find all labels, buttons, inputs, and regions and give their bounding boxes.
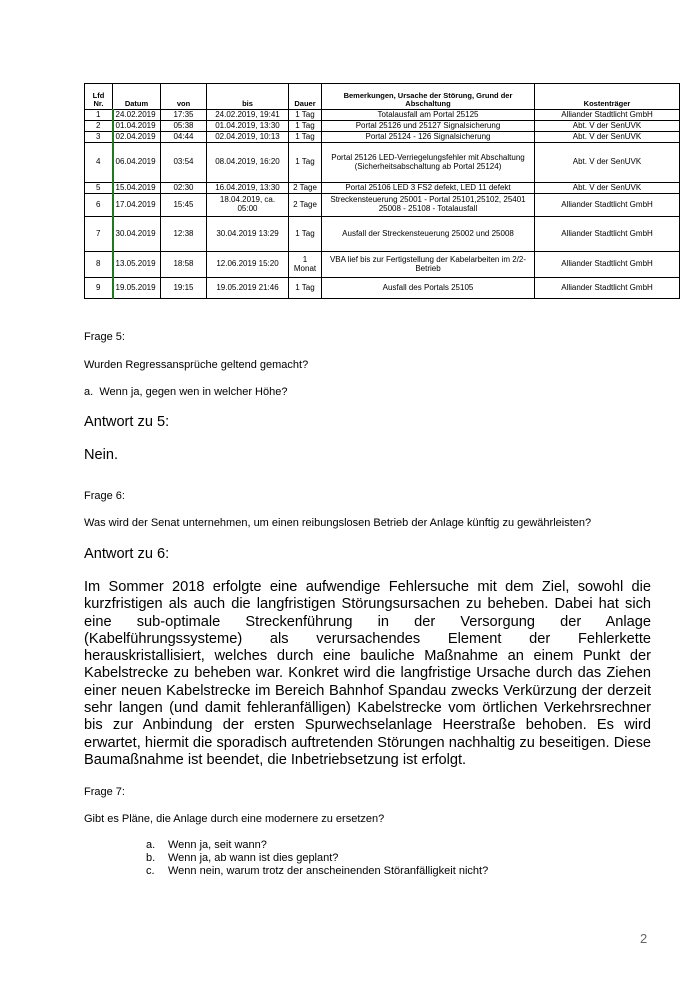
cell-dauer: 1 Tag	[289, 217, 322, 252]
cell-von: 19:15	[161, 278, 207, 299]
cell-bemerkung: Portal 25126 LED-Verriegelungsfehler mit Abschaltung (Sicherheitsabschaltung ab Portal 25124)	[322, 143, 535, 183]
antwort6-text: Im Sommer 2018 erfolgte eine aufwendige Fehlersuche mit dem Ziel, sowohl die kurzfristigen als auch die langfristigen Störungsursachen zu beheben. Dabei hat sich eine sub-optimale Streckenführung in der Versorgung der Anlage (Kabelführungssysteme) als verursachendes Element der Fehlerkette herauskristallisiert, welches durch eine bauliche Maßnahme an einem Punkt der Kabelstrecke zu beheben war. Konkret wird die langfristige Ursache durch das Ziehen einer neuen Kabelstrecke im Bereich Bahnhof Spandau zwecks Verkürzung der derzeit sehr langen (und damit fehleranfälligen) Kabelstrecke vom örtlichen Verkehrsrechner bis zur Anbindung der ersten Spurwechselanlage Heerstraße behoben. Es wird erwartet, hiermit die sporadisch auftretenden Störungen nachhaltig zu beseitigen. Diese Baumaßnahme ist beendet, die Inbetriebsetzung ist erfolgt.	[84, 579, 651, 768]
cell-nr: 7	[85, 217, 113, 252]
cell-datum: 24.02.2019	[113, 110, 161, 121]
frage5-label: Frage 5:	[84, 331, 125, 343]
cell-nr: 6	[85, 194, 113, 217]
list-text: Wenn ja, ab wann ist dies geplant?	[168, 852, 339, 864]
cell-bis: 12.06.2019 15:20	[207, 252, 289, 278]
cell-bemerkung: Ausfall des Portals 25105	[322, 278, 535, 299]
cell-bemerkung: VBA lief bis zur Fertigstellung der Kabelarbeiten im 2/2-Betrieb	[322, 252, 535, 278]
table-row	[85, 110, 680, 121]
cell-dauer: 1 Tag	[289, 143, 322, 183]
cell-kosten: Alliander Stadtlicht GmbH	[535, 278, 680, 299]
cell-dauer: 1 Tag	[289, 110, 322, 121]
table-row	[85, 217, 680, 252]
cell-bemerkung: Portal 25126 und 25127 Signalsicherung	[322, 121, 535, 132]
header-bemerkungen: Bemerkungen, Ursache der Störung, Grund der Abschaltung	[322, 84, 535, 110]
cell-nr: 9	[85, 278, 113, 299]
cell-bis: 19.05.2019 21:46	[207, 278, 289, 299]
cell-bis: 02.04.2019, 10:13	[207, 132, 289, 143]
cell-von: 03:54	[161, 143, 207, 183]
list-marker: a.	[146, 839, 156, 851]
cell-bis: 01.04.2019, 13:30	[207, 121, 289, 132]
list-item	[146, 852, 488, 865]
list-text: Wenn ja, seit wann?	[168, 839, 267, 851]
cell-bemerkung: Totalausfall am Portal 25125	[322, 110, 535, 121]
table-row	[85, 183, 680, 194]
table-row	[85, 252, 680, 278]
cell-bis: 16.04.2019, 13:30	[207, 183, 289, 194]
cell-kosten: Alliander Stadtlicht GmbH	[535, 194, 680, 217]
cell-dauer: 1 Monat	[289, 252, 322, 278]
cell-bis: 30.04.2019 13:29	[207, 217, 289, 252]
frage5-question: Wurden Regressansprüche geltend gemacht?	[84, 359, 309, 371]
cell-von: 04:44	[161, 132, 207, 143]
cell-bemerkung: Portal 25124 - 126 Signalsicherung	[322, 132, 535, 143]
header-von: von	[161, 84, 207, 110]
stoerungen-table	[84, 83, 680, 299]
list-text: Wenn nein, warum trotz der anscheinenden Störanfälligkeit nicht?	[168, 865, 489, 877]
cell-von: 05:38	[161, 121, 207, 132]
header-bis: bis	[207, 84, 289, 110]
list-marker: c.	[146, 865, 155, 877]
cell-von: 02:30	[161, 183, 207, 194]
list-item	[146, 839, 488, 852]
cell-dauer: 2 Tage	[289, 194, 322, 217]
table-header-row	[85, 84, 680, 110]
antwort5-label: Antwort zu 5:	[84, 414, 170, 430]
cell-dauer: 1 Tag	[289, 132, 322, 143]
cell-dauer: 2 Tage	[289, 183, 322, 194]
list-marker: b.	[146, 852, 156, 864]
table-row	[85, 143, 680, 183]
cell-datum: 30.04.2019	[113, 217, 161, 252]
header-dauer: Dauer	[289, 84, 322, 110]
cell-datum: 15.04.2019	[113, 183, 161, 194]
cell-bemerkung: Streckensteuerung 25001 - Portal 25101,25102, 25401 25008 - 25108 - Totalausfall	[322, 194, 535, 217]
cell-von: 17:35	[161, 110, 207, 121]
cell-nr: 3	[85, 132, 113, 143]
cell-kosten: Abt. V der SenUVK	[535, 183, 680, 194]
cell-kosten: Abt. V der SenUVK	[535, 132, 680, 143]
frage6-label: Frage 6:	[84, 490, 125, 502]
cell-kosten: Abt. V der SenUVK	[535, 121, 680, 132]
cell-bis: 08.04.2019, 16:20	[207, 143, 289, 183]
cell-datum: 02.04.2019	[113, 132, 161, 143]
header-datum: Datum	[113, 84, 161, 110]
antwort5-text: Nein.	[84, 447, 119, 463]
cell-von: 18:58	[161, 252, 207, 278]
cell-dauer: 1 Tag	[289, 121, 322, 132]
cell-von: 15:45	[161, 194, 207, 217]
cell-nr: 1	[85, 110, 113, 121]
cell-datum: 19.05.2019	[113, 278, 161, 299]
list-item	[146, 865, 488, 878]
cell-bemerkung: Ausfall der Streckensteuerung 25002 und 25008	[322, 217, 535, 252]
header-lfd-nr: Lfd Nr.	[85, 84, 113, 110]
header-kostentraeger: Kostenträger	[535, 84, 680, 110]
cell-nr: 2	[85, 121, 113, 132]
frage5-sub-marker: a.	[84, 386, 94, 398]
cell-kosten: Abt. V der SenUVK	[535, 143, 680, 183]
cell-nr: 5	[85, 183, 113, 194]
table-row	[85, 194, 680, 217]
table-row	[85, 278, 680, 299]
table-row	[85, 132, 680, 143]
antwort6-label: Antwort zu 6:	[84, 546, 170, 562]
cell-nr: 4	[85, 143, 113, 183]
cell-nr: 8	[85, 252, 113, 278]
cell-datum: 13.05.2019	[113, 252, 161, 278]
cell-bemerkung: Portal 25106 LED 3 FS2 defekt, LED 11 defekt	[322, 183, 535, 194]
cell-datum: 06.04.2019	[113, 143, 161, 183]
cell-kosten: Alliander Stadtlicht GmbH	[535, 217, 680, 252]
cell-datum: 17.04.2019	[113, 194, 161, 217]
frage5-sub-text: Wenn ja, gegen wen in welcher Höhe?	[99, 386, 288, 398]
frage6-question: Was wird der Senat unternehmen, um einen reibungslosen Betrieb der Anlage künftig zu gewährleisten?	[84, 517, 592, 529]
cell-bis: 24.02.2019, 19:41	[207, 110, 289, 121]
cell-kosten: Alliander Stadtlicht GmbH	[535, 110, 680, 121]
cell-dauer: 1 Tag	[289, 278, 322, 299]
frage7-list	[146, 839, 488, 878]
frage5-sub	[84, 386, 287, 398]
cell-bis: 18.04.2019, ca. 05:00	[207, 194, 289, 217]
frage7-label: Frage 7:	[84, 786, 125, 798]
cell-kosten: Alliander Stadtlicht GmbH	[535, 252, 680, 278]
page-number: 2	[640, 931, 648, 946]
table-row	[85, 121, 680, 132]
cell-datum: 01.04.2019	[113, 121, 161, 132]
frage7-question: Gibt es Pläne, die Anlage durch eine modernere zu ersetzen?	[84, 813, 385, 825]
cell-von: 12:38	[161, 217, 207, 252]
